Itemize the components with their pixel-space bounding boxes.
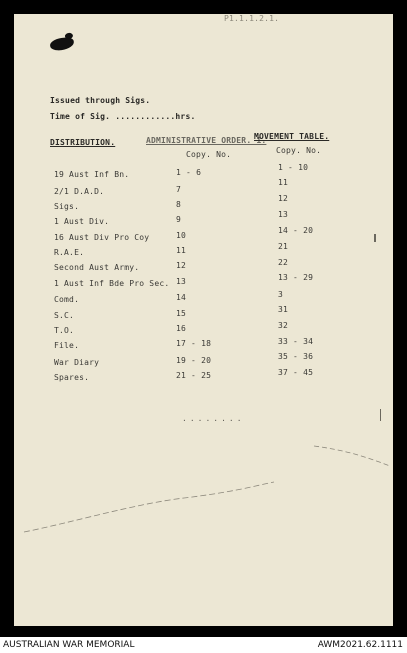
archive-footer [0, 637, 407, 653]
movement-table-copy-no: 22 [278, 258, 289, 267]
admin-order-copy-no: 7 [176, 185, 182, 194]
admin-order-copy-no: 11 [176, 246, 187, 255]
distribution-row-label: Comd. [54, 295, 80, 304]
movement-table-copy-no: 14 - 20 [278, 226, 314, 235]
distribution-row-label: T.O. [54, 326, 75, 335]
document-page [14, 14, 393, 626]
movement-table-copy-no: 11 [278, 178, 289, 187]
distribution-header: DISTRIBUTION. [50, 138, 116, 147]
admin-order-copy-no: 15 [176, 309, 187, 318]
distribution-row-label: File. [54, 341, 80, 350]
distribution-row-label: S.C. [54, 311, 75, 320]
admin-order-header: ADMINISTRATIVE ORDER. 1. [146, 136, 267, 145]
end-dots: ........ [182, 414, 245, 423]
admin-order-copy-no: 10 [176, 231, 187, 240]
distribution-row-label: 19 Aust Inf Bn. [54, 170, 130, 179]
movement-table-copy-no: 1 - 10 [278, 163, 309, 172]
distribution-row-label: Sigs. [54, 202, 80, 211]
footer-accession-number: AWM2021.62.1111 [317, 640, 403, 650]
admin-order-copy-no: 1 - 6 [176, 168, 202, 177]
distribution-row-label: Second Aust Army. [54, 263, 140, 272]
distribution-row-label: 1 Aust Div. [54, 217, 110, 226]
time-of-sig-line: Time of Sig. ............hrs. [50, 112, 196, 121]
movement-table-copy-no: 33 - 34 [278, 337, 314, 346]
distribution-row-label: 2/1 D.A.D. [54, 187, 105, 196]
admin-order-copy-no: 12 [176, 261, 187, 270]
admin-order-copy-no: 8 [176, 200, 182, 209]
distribution-row-label: Spares. [54, 373, 90, 382]
paper-fold-lines [14, 14, 393, 626]
edge-mark [374, 234, 376, 242]
movement-table-header: MOVEMENT TABLE. [254, 132, 330, 141]
copy-no-header-2: Copy. No. [276, 146, 322, 155]
movement-table-copy-no: 21 [278, 242, 289, 251]
footer-institution: AUSTRALIAN WAR MEMORIAL [3, 640, 135, 650]
distribution-row-label: War Diary [54, 358, 100, 367]
admin-order-copy-no: 17 - 18 [176, 339, 212, 348]
distribution-row-label: R.A.E. [54, 248, 85, 257]
movement-table-copy-no: 37 - 45 [278, 368, 314, 377]
copy-no-header-1: Copy. No. [186, 150, 232, 159]
distribution-row-label: 16 Aust Div Pro Coy [54, 233, 150, 242]
movement-table-copy-no: 13 [278, 210, 289, 219]
movement-table-copy-no: 32 [278, 321, 289, 330]
top-marks-text: P1.1.1.2.1. [224, 14, 280, 23]
admin-order-copy-no: 9 [176, 215, 182, 224]
movement-table-copy-no: 35 - 36 [278, 352, 314, 361]
admin-order-copy-no: 19 - 20 [176, 356, 212, 365]
admin-order-copy-no: 21 - 25 [176, 371, 212, 380]
movement-table-copy-no: 12 [278, 194, 289, 203]
issued-through-line: Issued through Sigs. [50, 96, 151, 105]
movement-table-copy-no: 13 - 29 [278, 273, 314, 282]
admin-order-copy-no: 13 [176, 277, 187, 286]
movement-table-copy-no: 31 [278, 305, 289, 314]
admin-order-copy-no: 14 [176, 293, 187, 302]
movement-table-copy-no: 3 [278, 290, 284, 299]
edge-mark [380, 409, 381, 421]
admin-order-copy-no: 16 [176, 324, 187, 333]
distribution-row-label: 1 Aust Inf Bde Pro Sec. [54, 279, 170, 288]
